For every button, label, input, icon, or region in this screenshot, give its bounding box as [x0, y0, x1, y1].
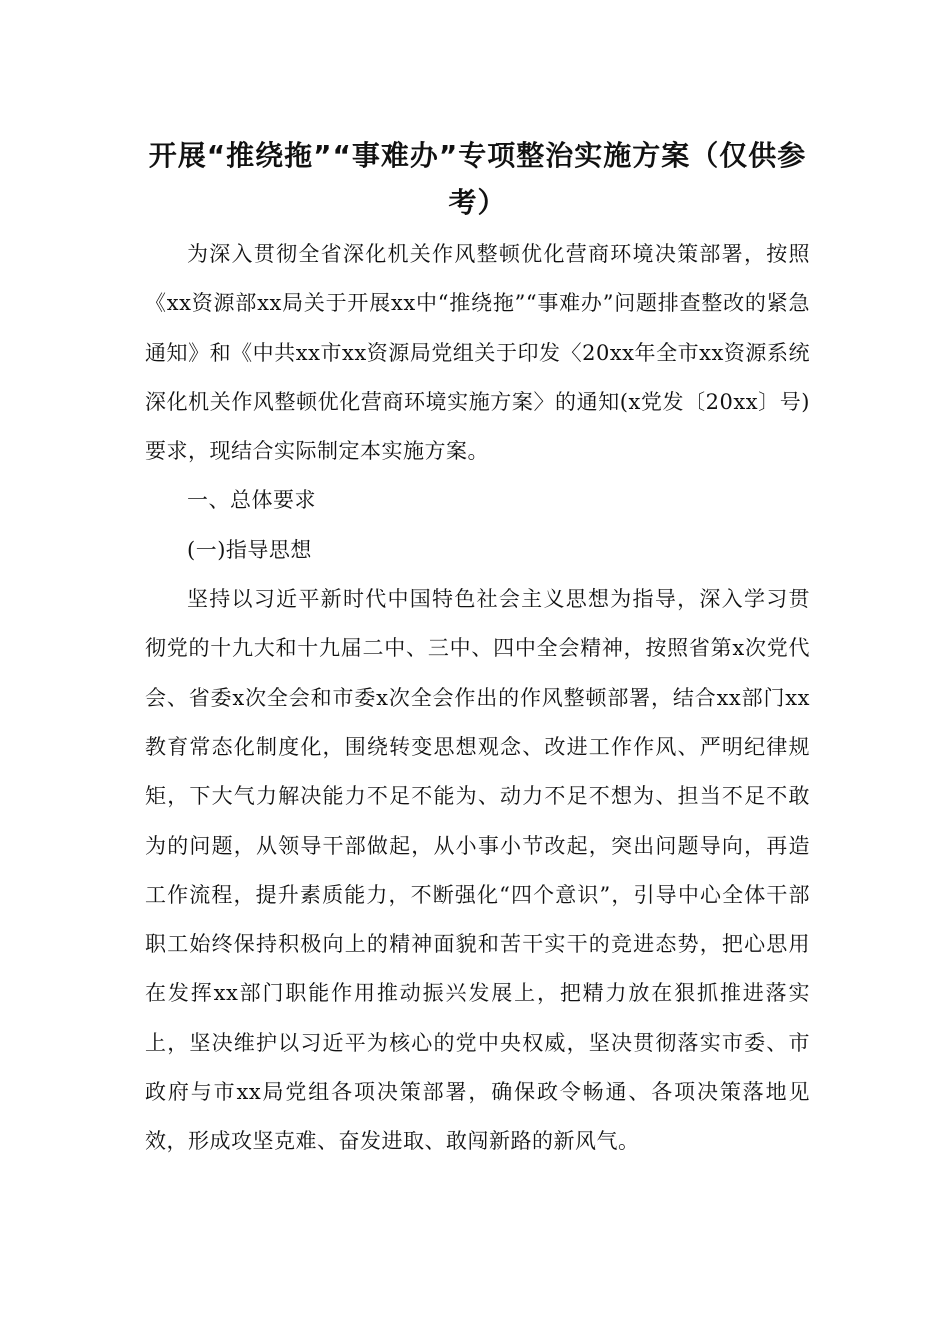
paragraph-intro: 为深入贯彻全省深化机关作风整顿优化营商环境决策部署，按照《xx资源部xx局关于开展xx中“推绕拖”“事难办”问题排查整改的紧急通知》和《中共xx市xx资源局党组关于印发〈20xx年全市xx资源系统深化机关作风整顿优化营商环境实施方案〉的通知(x党发〔20xx〕号)要求，现结合实际制定本实施方案。: [145, 242, 810, 464]
document-title: 开展“推绕拖”“事难办”专项整治实施方案（仅供参考）: [148, 139, 807, 219]
section-heading: 一、总体要求: [187, 488, 316, 513]
document-body: [145, 230, 810, 1167]
subsection-heading: (一)指导思想: [187, 537, 312, 562]
paragraph-guiding-thought: 坚持以习近平新时代中国特色社会主义思想为指导，深入学习贯彻党的十九大和十九届二中、三中、四中全会精神，按照省第x次党代会、省委x次全会和市委x次全会作出的作风整顿部署，结合xx部门xx教育常态化制度化，围绕转变思想观念、改进工作作风、严明纪律规矩，下大气力解决能力不足不能为、动力不足不想为、担当不足不敢为的问题，从领导干部做起，从小事小节改起，突出问题导向，再造工作流程，提升素质能力，不断强化“四个意识”，引导中心全体干部职工始终保持积极向上的精神面貌和苦干实干的竞进态势，把心思用在发挥xx部门职能作用推动振兴发展上，把精力放在狠抓推进落实上，坚决维护以习近平为核心的党中央权威，坚决贯彻落实市委、市政府与市xx局党组各项决策部署，确保政令畅通、各项决策落地见效，形成攻坚克难、奋发进取、敢闯新路的新风气。: [145, 587, 810, 1154]
